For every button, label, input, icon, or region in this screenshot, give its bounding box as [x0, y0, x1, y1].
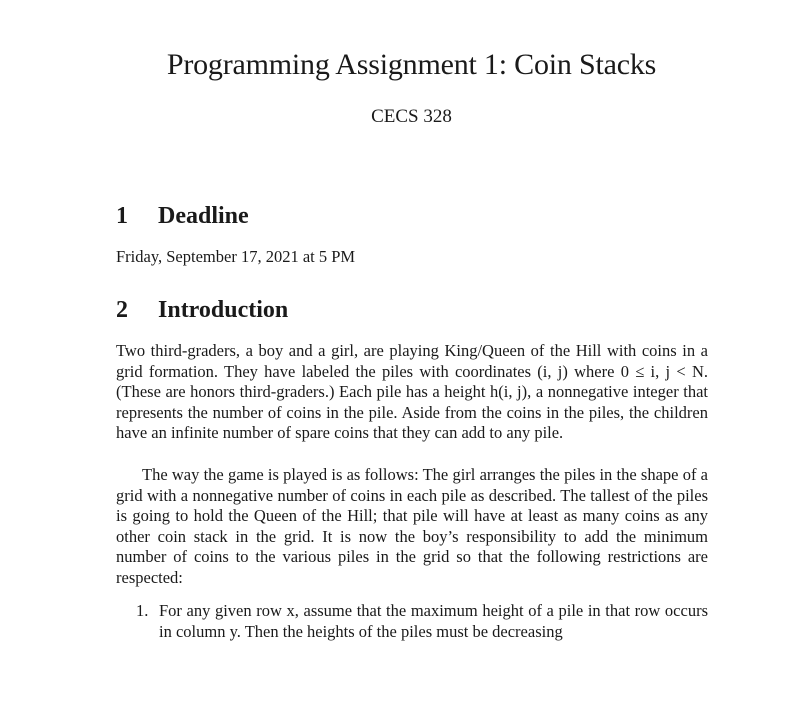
section-number: 1 [116, 203, 128, 229]
section-title: Introduction [158, 297, 289, 323]
document-title: Programming Assignment 1: Coin Stacks [166, 48, 657, 81]
section-title: Deadline [158, 203, 249, 229]
intro-paragraph: Two third-graders, a boy and a girl, are playing King/Queen of the Hill with coins in a grid formation. They have labeled the piles with coordinates (i, j) where 0 ≤ i, j < N. (These are honors third-graders.) Each pile has a height h(i, j), a nonnegative integer that represents the number of coins in the pile. Aside from the coins in the piles, the children have an infinite number of spare coins that they can add to any pile. [116, 341, 708, 443]
course-code: CECS 328 [371, 106, 452, 127]
list-item-text: For any given row x, assume that the maximum height of a pile in that row occurs in column y. Then the heights of the piles must be decreasing [159, 601, 708, 641]
section-heading-introduction [116, 297, 288, 324]
intro-paragraph: The way the game is played is as follows: The girl arranges the piles in the shape of a grid with a nonnegative number of coins in each pile as described. The tallest of the piles is going to hold the Queen of the Hill; that pile will have at least as many coins as any other coin stack in the grid. It is now the boy’s responsibility to add the minimum number of coins to the various piles in the grid so that the following restrictions are respected: [116, 465, 708, 587]
list-marker: 1. [136, 601, 149, 620]
restrictions-list [116, 601, 708, 642]
section-heading-deadline [116, 203, 249, 230]
deadline-text: Friday, September 17, 2021 at 5 PM [116, 247, 356, 266]
section-number: 2 [116, 297, 128, 323]
list-item [116, 601, 708, 642]
